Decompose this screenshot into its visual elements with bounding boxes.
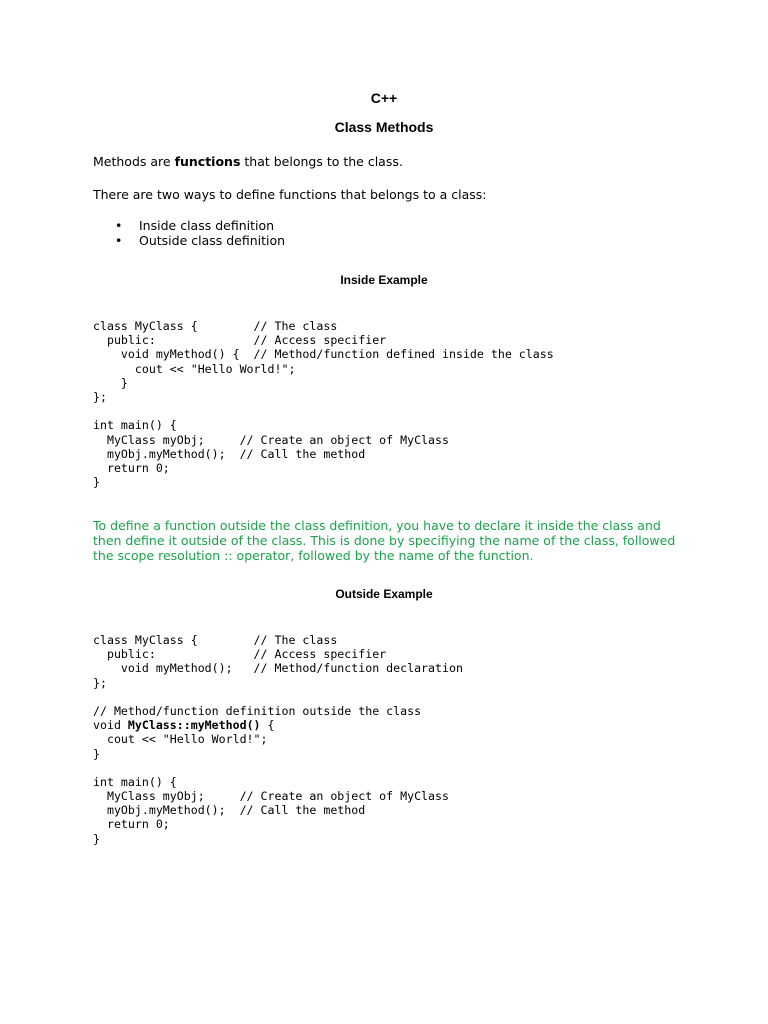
inside-example-heading: Inside Example <box>340 273 428 287</box>
def-suffix: { <box>260 718 275 733</box>
code-line: void myMethod() { // Method/function defined inside the class <box>93 347 554 362</box>
code-line: }; <box>93 389 107 404</box>
code-line <box>93 761 463 775</box>
bullet-icon: • <box>115 218 123 233</box>
code-line: cout << "Hello World!"; <box>93 361 296 376</box>
intro-text-start: Methods are <box>93 154 175 169</box>
code-line: } <box>93 475 100 490</box>
code-line: MyClass myObj; // Create an object of MyClass <box>93 789 449 804</box>
inside-code-block <box>93 319 554 489</box>
code-line: int main() { <box>93 418 177 433</box>
intro-text-end: that belongs to the class. <box>240 154 403 169</box>
outside-definition-note: To define a function outside the class definition, you have to declare it inside the class and then define it outside of the class. This is done by specifiying the name of the class, followed the scope resolution :: operator, followed by the name of the function. <box>93 518 676 563</box>
code-line: void myMethod(); // Method/function declaration <box>93 661 463 676</box>
code-line: } <box>93 746 100 761</box>
bullet-icon: • <box>115 233 123 248</box>
code-line: }; <box>93 675 107 690</box>
outside-example-heading: Outside Example <box>335 587 433 601</box>
intro-bold-term: functions <box>174 154 241 169</box>
list-item <box>93 218 285 233</box>
page-title: Class Methods <box>334 119 434 135</box>
def-prefix: void <box>93 718 128 733</box>
code-line: MyClass myObj; // Create an object of MyClass <box>93 432 449 447</box>
code-line: class MyClass { // The class <box>93 633 338 647</box>
ways-paragraph: There are two ways to define functions that belongs to a class: <box>93 187 487 202</box>
list-item <box>93 233 285 248</box>
code-line: myObj.myMethod(); // Call the method <box>93 803 366 818</box>
code-line: return 0; <box>93 817 170 832</box>
code-line: } <box>93 375 128 390</box>
code-line: // Method/function definition outside the class <box>93 703 422 718</box>
code-line: } <box>93 831 100 846</box>
list-item-label: Outside class definition <box>139 233 286 248</box>
outside-code-block <box>93 633 463 846</box>
def-method-name: MyClass::myMethod() <box>127 718 261 733</box>
code-line: int main() { <box>93 774 177 789</box>
code-line <box>93 404 554 418</box>
list-item-label: Inside class definition <box>139 218 275 233</box>
code-line: myObj.myMethod(); // Call the method <box>93 446 366 461</box>
method-definition-line <box>93 718 463 732</box>
ways-list <box>93 218 285 248</box>
code-line: class MyClass { // The class <box>93 319 338 333</box>
code-line: return 0; <box>93 460 170 475</box>
code-line: public: // Access specifier <box>93 647 387 662</box>
code-line: public: // Access specifier <box>93 333 387 348</box>
language-title: C++ <box>370 90 398 106</box>
intro-paragraph <box>93 154 403 169</box>
code-line: cout << "Hello World!"; <box>93 732 268 747</box>
code-line <box>93 690 463 704</box>
